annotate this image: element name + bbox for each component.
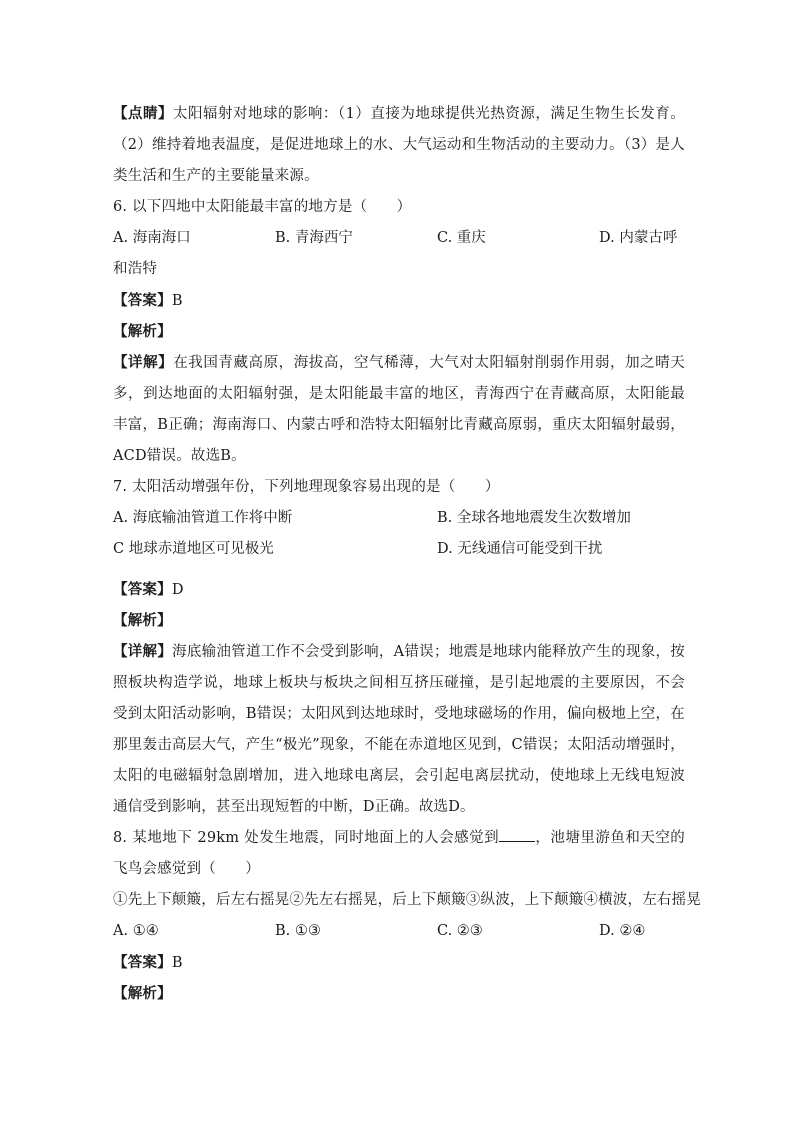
dianjing-text: 太阳辐射对地球的影响：（1）直接为地球提供光热资源，满足生物生长发育。（2）维持着地表温度，是促进地球上的水、大气运动和生物活动的主要动力。（3）是人类生活和生产的主要能量来源。 [113, 106, 685, 184]
answer-value: B [171, 955, 183, 971]
detail-text: 海底输油管道工作不会受到影响，A错误；地震是地球内能释放产生的现象，按照板块构造学说，地球上板块与板块之间相互挤压碰撞，是引起地震的主要原因，不会受到太阳活动影响，B错误；太阳风到达地球时，受地球磁场的作用，偏向极地上空，在那里轰击高层大气，产生“极光”现象，不能在赤道地区见到，C错误；太阳活动增强时，太阳的电磁辐射急剧增加，进入地球电离层，会引起电离层扰动，使地球上无线电短波通信受到影响，甚至出现短暂的中断，D正确。故选D。 [113, 644, 685, 815]
question-8-option-b: B. ①③ [275, 923, 321, 939]
question-8-choices: ①先上下颠簸，后左右摇晃②先左右摇晃，后上下颠簸③纵波，上下颠簸④横波，左右摇晃 [113, 892, 701, 908]
question-6-answer [113, 285, 685, 316]
detail-tag: 【详解】 [113, 643, 173, 660]
question-6-option-d-cont: 和浩特 [113, 261, 158, 277]
question-7-detail [113, 636, 685, 823]
dianjing-paragraph [113, 98, 685, 192]
question-6-analysis-tag: 【解析】 [113, 323, 172, 340]
question-6-option-b: B. 青海西宁 [275, 230, 353, 246]
question-8-option-d: D. ②④ [599, 923, 646, 939]
answer-tag: 【答案】 [113, 954, 172, 971]
question-8-answer [113, 947, 685, 978]
answer-tag: 【答案】 [113, 581, 172, 598]
answer-value: B [171, 293, 183, 309]
question-7-option-b: B. 全球各地地震发生次数增加 [437, 510, 631, 526]
question-8-stem-post: ，池塘里游鱼和天空的飞鸟会感觉到（ ） [113, 830, 686, 877]
question-8-stem [113, 823, 685, 885]
answer-blank [499, 827, 535, 842]
answer-tag: 【答案】 [113, 292, 172, 309]
question-7-option-a: A. 海底输油管道工作将中断 [113, 510, 293, 526]
document-page [113, 98, 701, 1009]
dianjing-tag: 【点睛】 [113, 105, 173, 122]
question-7-answer [113, 574, 685, 605]
question-6-option-c: C. 重庆 [437, 230, 486, 246]
question-8-option-c: C. ②③ [437, 923, 483, 939]
detail-text: 在我国青藏高原，海拔高，空气稀薄，大气对太阳辐射削弱作用弱，加之晴天多，到达地面的太阳辐射强，是太阳能最丰富的地区，青海西宁在青藏高原，太阳能最丰富，B正确；海南海口、内蒙古呼和浩特太阳辐射比青藏高原弱，重庆太阳辐射最弱，ACD错误。故选B。 [113, 355, 685, 464]
question-6-stem: 6. 以下四地中太阳能最丰富的地方是（ ） [113, 199, 412, 215]
question-6-options [113, 223, 685, 254]
question-7-option-c: C 地球赤道地区可见极光 [113, 541, 274, 557]
question-7-options-row-2 [113, 534, 685, 565]
question-8-options [113, 916, 685, 947]
question-7-option-d: D. 无线通信可能受到干扰 [437, 541, 603, 557]
question-8-option-a: A. ①④ [113, 923, 159, 939]
question-7-analysis-tag: 【解析】 [113, 612, 172, 629]
question-7-stem: 7. 太阳活动增强年份，下列地理现象容易出现的是（ ） [113, 479, 500, 495]
question-6-option-a: A. 海南海口 [113, 230, 191, 246]
detail-tag: 【详解】 [113, 354, 174, 371]
question-6-detail [113, 347, 685, 472]
answer-value: D [171, 582, 184, 598]
question-7-options-row-1 [113, 503, 685, 534]
question-6-option-d: D. 内蒙古呼 [599, 230, 678, 246]
question-8-stem-pre: 8. 某地地下 29km 处发生地震，同时地面上的人会感觉到 [113, 830, 500, 846]
question-8-analysis-tag: 【解析】 [113, 985, 172, 1002]
